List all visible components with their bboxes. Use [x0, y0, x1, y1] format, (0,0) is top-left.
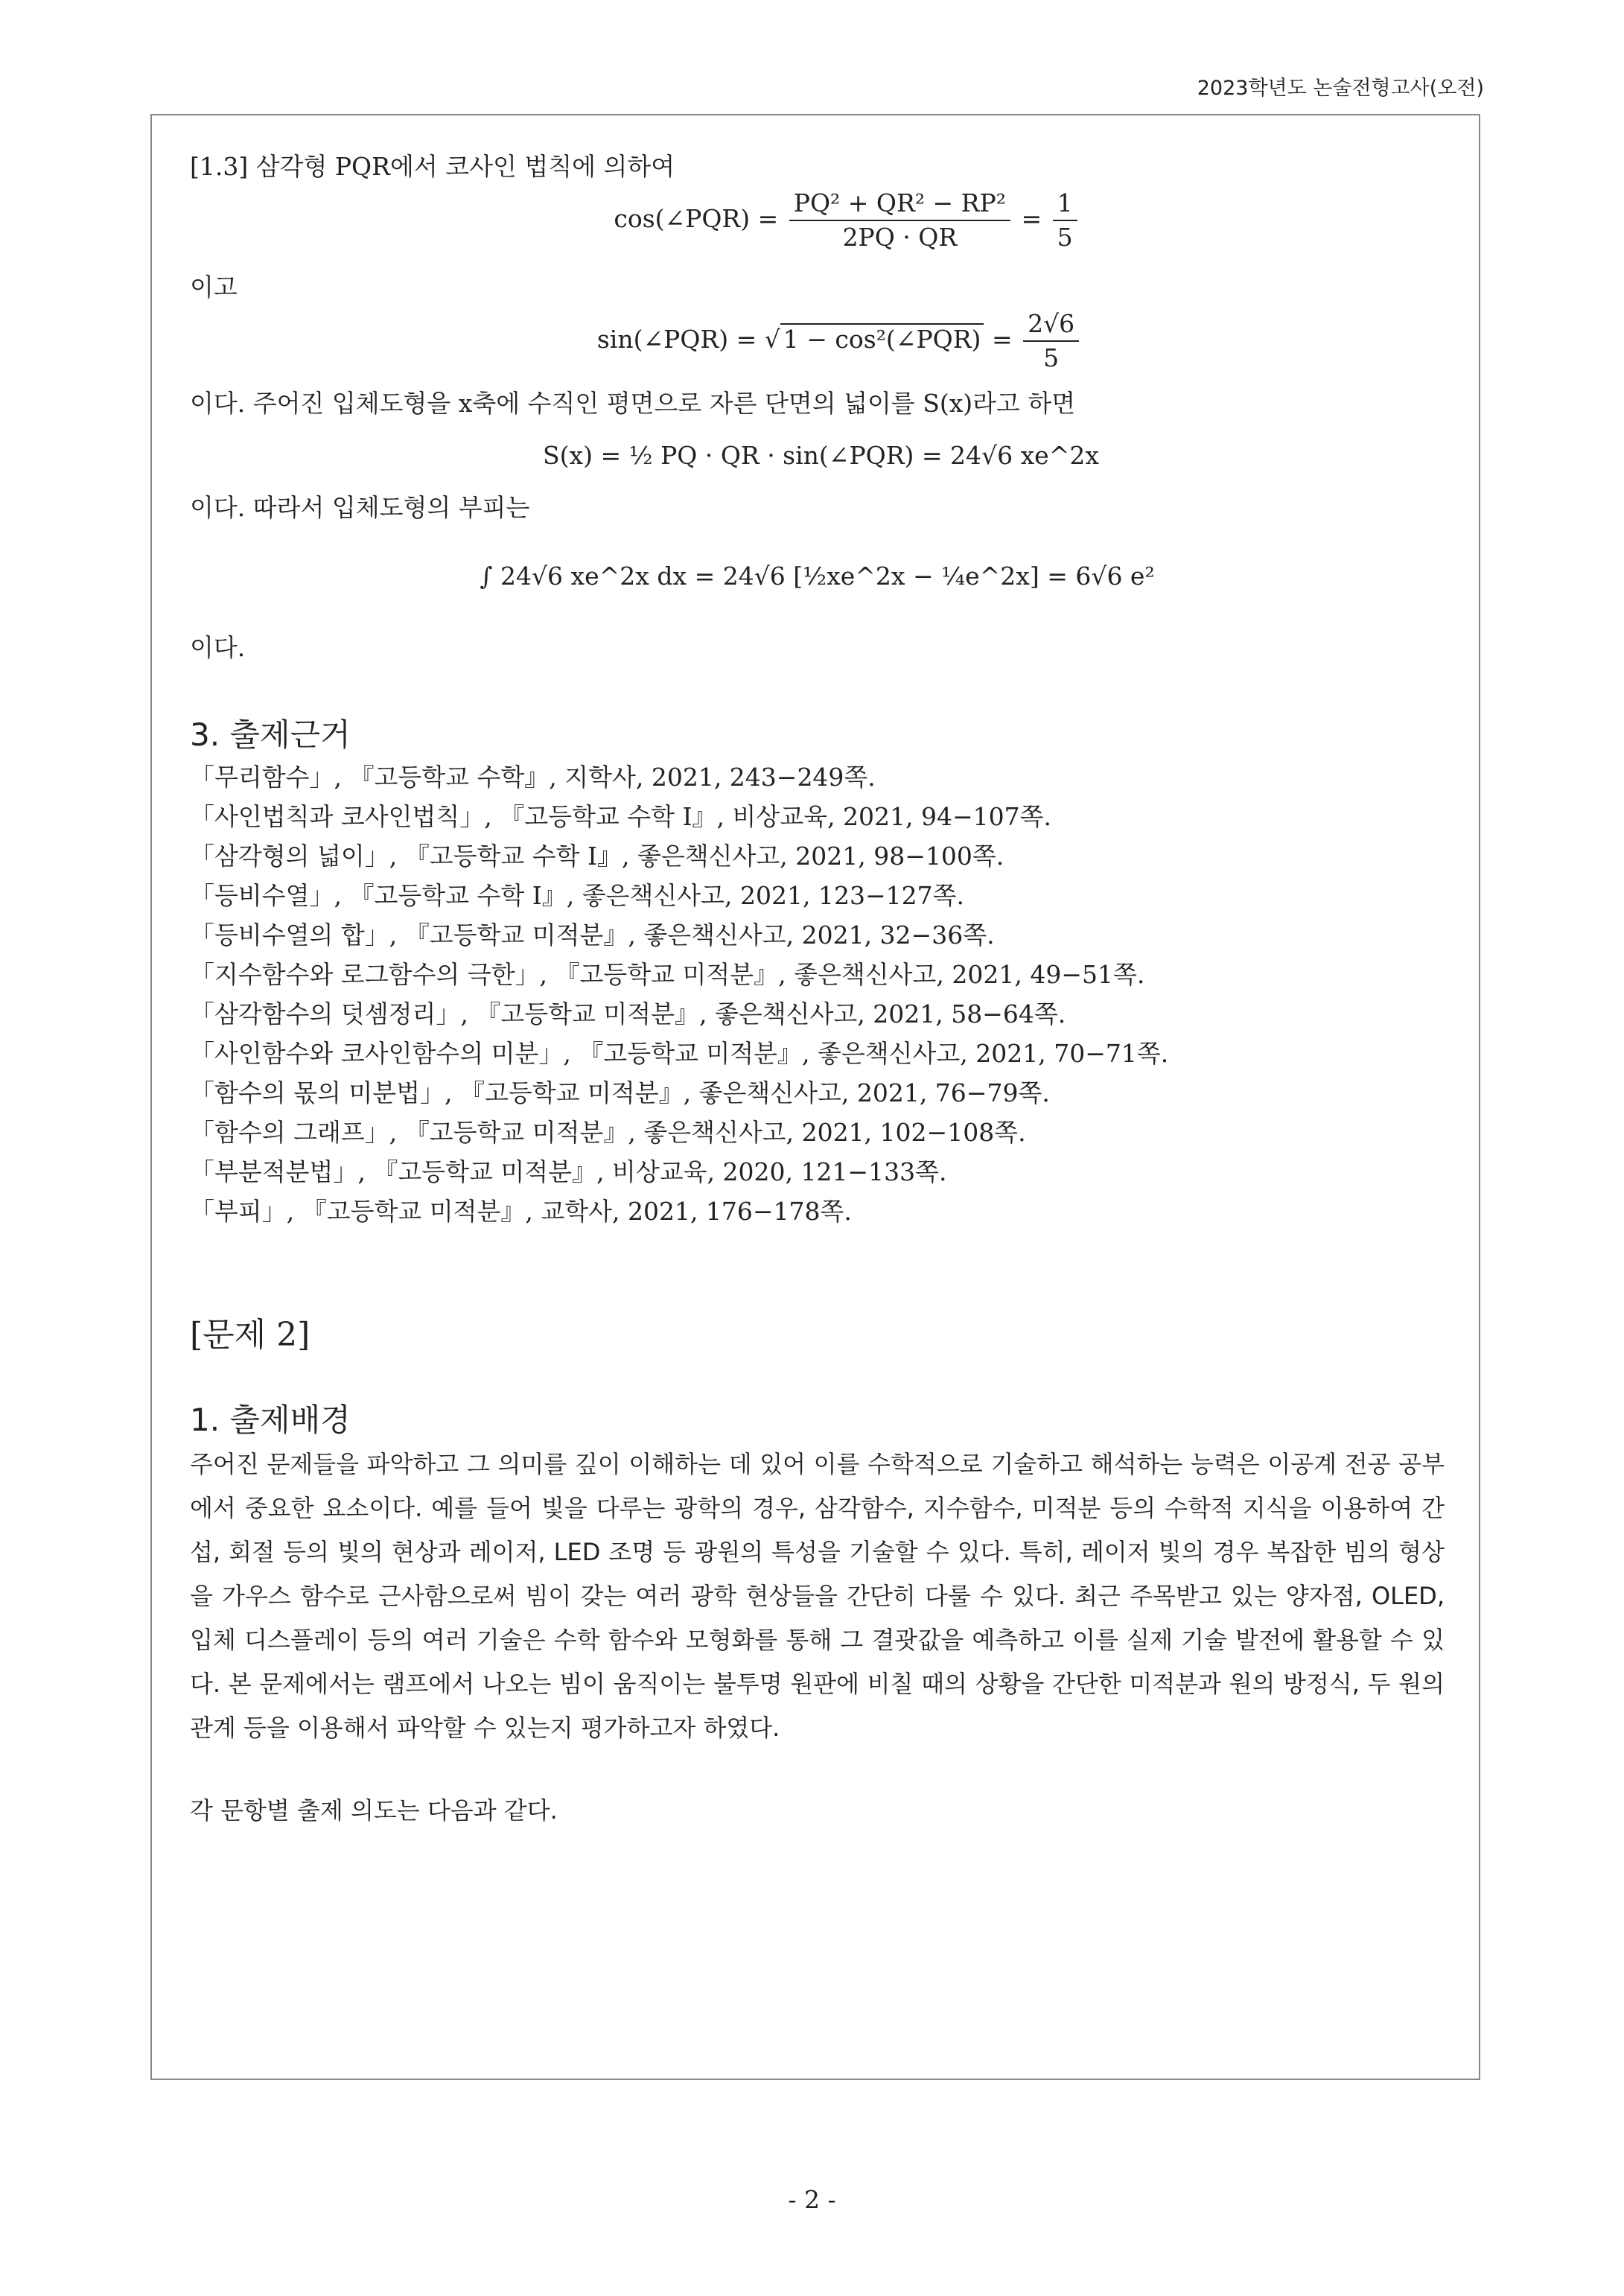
area-text: 이다. 주어진 입체도형을 x축에 수직인 평면으로 자른 단면의 넓이를 S(x)라고 하면 [190, 389, 1076, 418]
cos-equation [249, 187, 1445, 261]
intent-text: 각 문항별 출제 의도는 다음과 같다. [190, 1796, 558, 1825]
page-header: 2023학년도 논술전형고사(오전) [1197, 77, 1484, 100]
reference-item: 「무리함수」, 『고등학교 수학』, 지학사, 2021, 243−249쪽. [190, 763, 876, 792]
ida-text: 이다. [190, 633, 246, 662]
background-title: 1. 출제배경 [190, 1402, 351, 1438]
equals-sign: = [1021, 204, 1042, 233]
page-content [190, 145, 1445, 1831]
volume-text: 이다. 따라서 입체도형의 부피는 [190, 493, 530, 522]
sin-result-den: 5 [1043, 343, 1060, 372]
sin-result-num: 2√6 [1023, 308, 1079, 342]
reference-item: 「삼각함수의 덧셈정리」, 『고등학교 미적분』, 좋은책신사고, 2021, 58−64쪽. [190, 999, 1066, 1028]
cos-numerator: PQ² + QR² − RP² [789, 187, 1010, 221]
sin-radicand: 1 − cos²(∠PQR) [780, 323, 984, 354]
cos-lhs: cos(∠PQR) = [614, 204, 779, 233]
cos-result-num: 1 [1053, 187, 1077, 221]
sin-equation [235, 308, 1445, 382]
background-paragraph: 주어진 문제들을 파악하고 그 의미를 깊이 이해하는 데 있어 이를 수학적으로 기술하고 해석하는 능력은 이공계 전공 공부에서 중요한 요소이다. 예를 들어 빛을 다루는 광학의 경우, 삼각함수, 지수함수, 미적분 등의 수학적 지식을 이용하여 간섭, 회절 등의 빛의 현상과 레이저, LED 조명 등 광원의 특성을 기술할 수 있다. 특히, 레이저 빛의 경우 복잡한 빔의 형상을 가우스 함수로 근사함으로써 빔이 갖는 여러 광학 현상들을 간단히 다룰 수 있다. 최근 주목받고 있는 양자점, OLED, 입체 디스플레이 등의 여러 기술은 수학 함수와 모형화를 통해 그 결괏값을 예측하고 이를 실제 기술 발전에 활용할 수 있다. 본 문제에서는 램프에서 나오는 빔이 움직이는 불투명 원판에 비칠 때의 상황을 간단한 미적분과 원의 방정식, 두 원의 관계 등을 이용해서 파악할 수 있는지 평가하고자 하였다. [190, 1450, 1445, 1742]
volume-equation: ∫ 24√6 xe^2x dx = 24√6 [½xe^2x − ¼e^2x] = 6√6 e² [480, 562, 1155, 591]
section13-intro: [1.3] 삼각형 PQR에서 코사인 법칙에 의하여 [190, 152, 675, 181]
reference-item: 「함수의 그래프」, 『고등학교 미적분』, 좋은책신사고, 2021, 102−108쪽. [190, 1118, 1026, 1147]
reference-item: 「지수함수와 로그함수의 극한」, 『고등학교 미적분』, 좋은책신사고, 2021, 49−51쪽. [190, 960, 1145, 989]
equals-sign: = [991, 325, 1013, 354]
reference-item: 「사인법칙과 코사인법칙」, 『고등학교 수학 I』, 비상교육, 2021, 94−107쪽. [190, 802, 1051, 831]
reference-item: 「삼각형의 넓이」, 『고등학교 수학 I』, 좋은책신사고, 2021, 98−100쪽. [190, 842, 1004, 871]
igo-text: 이고 [190, 273, 238, 302]
cos-fraction [789, 187, 1010, 254]
problem2-title: [문제 2] [190, 1316, 311, 1354]
sqrt-symbol: √ 1 − cos²(∠PQR) [765, 325, 984, 354]
sin-result [1023, 308, 1079, 375]
reference-item: 「부분적분법」, 『고등학교 미적분』, 비상교육, 2020, 121−133쪽. [190, 1157, 947, 1186]
sin-lhs: sin(∠PQR) = [596, 325, 757, 354]
section3-title: 3. 출제근거 [190, 716, 351, 753]
reference-item: 「사인함수와 코사인함수의 미분」, 『고등학교 미적분』, 좋은책신사고, 2021, 70−71쪽. [190, 1039, 1169, 1068]
reference-list [190, 757, 1445, 1231]
cos-result-den: 5 [1057, 223, 1073, 252]
page-number: - 2 - [788, 2185, 836, 2214]
reference-item: 「등비수열의 합」, 『고등학교 미적분』, 좋은책신사고, 2021, 32−36쪽. [190, 920, 995, 950]
area-equation: S(x) = ½ PQ · QR · sin(∠PQR) = 24√6 xe^2x [543, 441, 1099, 470]
reference-item: 「함수의 몫의 미분법」, 『고등학교 미적분』, 좋은책신사고, 2021, 76−79쪽. [190, 1078, 1050, 1107]
reference-item: 「등비수열」, 『고등학교 수학 I』, 좋은책신사고, 2021, 123−127쪽. [190, 881, 964, 910]
reference-item: 「부피」, 『고등학교 미적분』, 교학사, 2021, 176−178쪽. [190, 1197, 852, 1226]
cos-result [1053, 187, 1077, 254]
cos-denominator: 2PQ · QR [842, 223, 958, 252]
